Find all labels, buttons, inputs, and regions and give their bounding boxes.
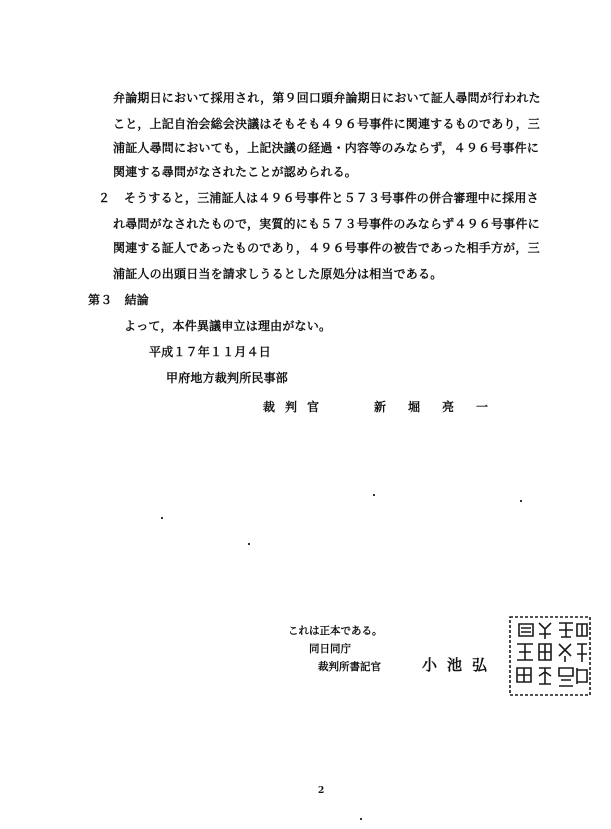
scan-speck [248, 543, 250, 545]
clerk-name: 小池弘 [422, 656, 498, 674]
scan-speck [360, 818, 362, 820]
decision-date: 平成１７年１１月４日 [149, 345, 272, 359]
clerk-title: 裁判所書記官 [318, 661, 381, 673]
page-number: 2 [318, 786, 325, 796]
item-number: ２ [98, 191, 111, 205]
body-line: 浦証人の出頭日当を請求しうるとした原処分は相当である。 [113, 267, 443, 281]
body-line: そうすると，三浦証人は４９６号事件と５７３号事件の併合審理中に採用さ [124, 191, 539, 205]
judge-title: 裁判官 [263, 400, 330, 414]
body-line: 関連する証人であったものであり，４９６号事件の被告であった相手方が，三 [113, 241, 540, 255]
scan-speck [520, 500, 522, 502]
body-line: 浦証人尋問においても，上記決議の経過・内容等のみならず，４９６号事件に [113, 141, 540, 155]
body-line: れ尋問がなされたもので，実質的にも５７３号事件のみならず４９６号事件に [113, 217, 540, 231]
section-heading: 第３ 結論 [88, 293, 150, 307]
conclusion-text: よって，本件異議申立は理由がない。 [124, 319, 332, 333]
court-seal-icon [505, 614, 595, 698]
scan-speck [161, 517, 163, 519]
judge-name: 新堀亮一 [374, 400, 511, 414]
body-line: 関連する尋問がなされたことが認められる。 [113, 165, 358, 179]
same-day-same-office: 同日同庁 [309, 643, 351, 655]
scan-speck [373, 494, 375, 496]
body-line: こと，上記自治会総会決議はそもそも４９６号事件に関連するものであり，三 [113, 117, 541, 131]
body-line: 弁論期日において採用され，第９回口頭弁論期日において証人尋問が行われた [113, 91, 541, 105]
court-name: 甲府地方裁判所民事部 [166, 371, 289, 385]
certification-statement: これは正本である。 [288, 625, 383, 637]
